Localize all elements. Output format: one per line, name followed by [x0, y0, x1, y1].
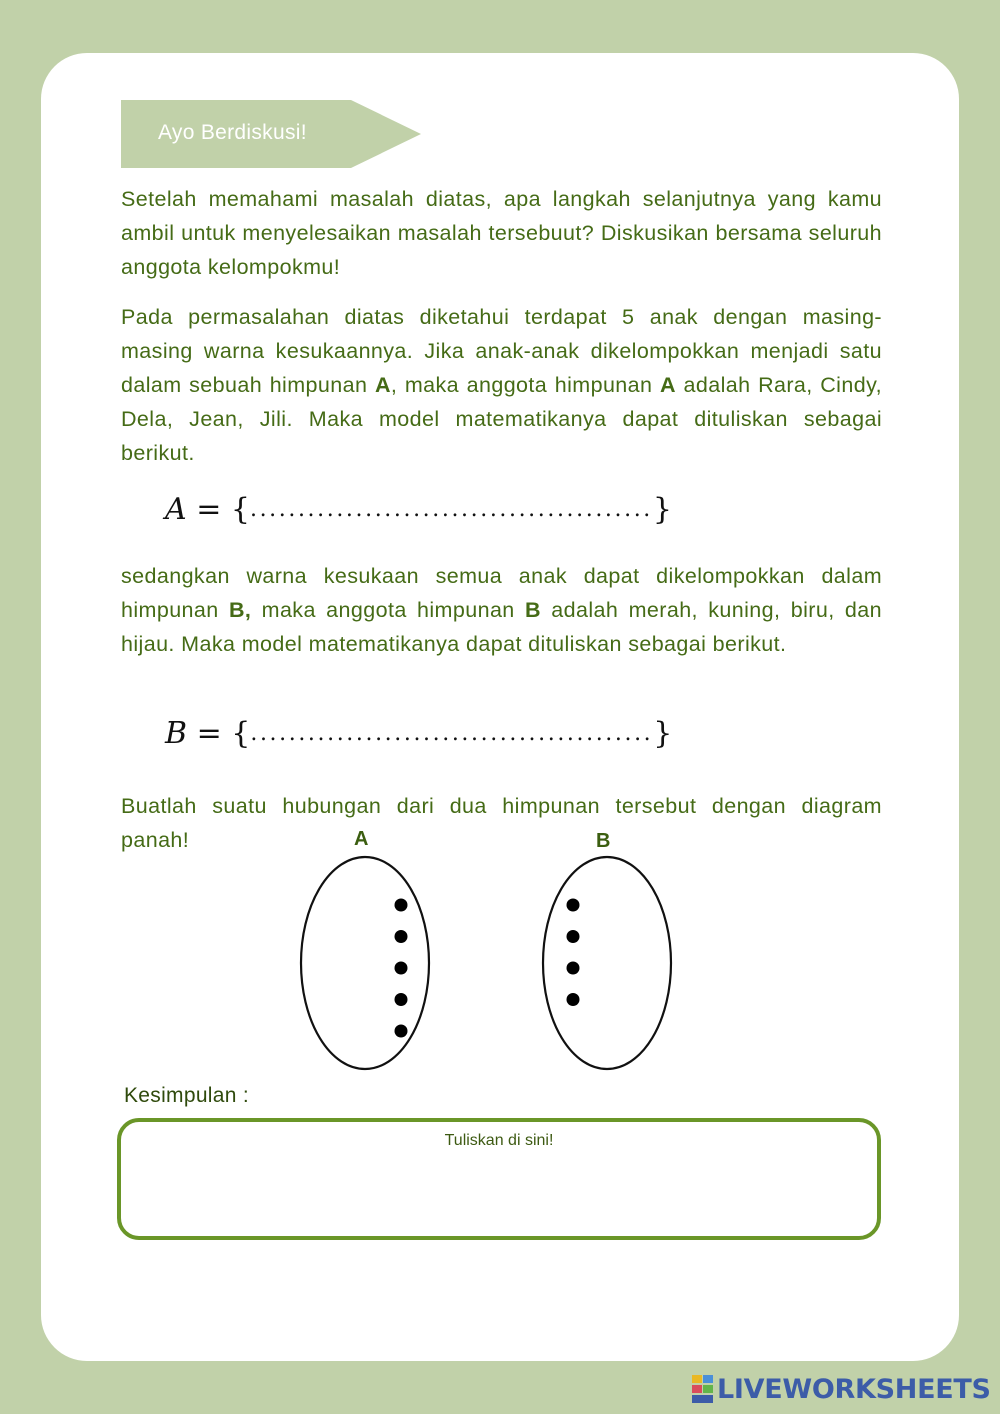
set-a-ellipse: [301, 857, 429, 1069]
liveworksheets-logo: [692, 1372, 991, 1406]
p2-set-a-ref: A: [374, 373, 391, 397]
p3-set-b-ref: B,: [228, 598, 252, 622]
set-a-paragraph: [121, 300, 882, 470]
set-a-open-brace: {: [230, 492, 250, 527]
diagram-label-a: A: [354, 828, 369, 850]
intro-paragraph: Setelah memahami masalah diatas, apa langkah selanjutnya yang kamu ambil untuk menyelesaikan masalah tersebuut? Diskusikan bersama seluruh anggota kelompokmu!: [121, 187, 882, 279]
set-b-point-2[interactable]: [567, 930, 580, 943]
set-a-answer-blank[interactable]: ..........................................: [249, 497, 653, 522]
set-b-answer-blank[interactable]: ..........................................: [250, 721, 654, 746]
set-a-point-3[interactable]: [395, 962, 408, 975]
set-a-point-4[interactable]: [395, 993, 408, 1006]
conclusion-label: Kesimpulan :: [124, 1084, 249, 1107]
conclusion-answer-box[interactable]: [117, 1118, 881, 1240]
instruction-paragraph: Buatlah suatu hubungan dari dua himpunan tersebut dengan diagram panah!: [121, 794, 882, 852]
set-b-equals: =: [187, 716, 232, 751]
p2-set-a-ref-2: A: [659, 373, 676, 397]
set-b-equation: [165, 716, 855, 756]
p2-text-3: adalah Rara, Cindy, Dela, Jean, Jili. Maka model matematikanya dapat dituliskan sebagai berikut.: [121, 373, 883, 465]
banner-label: Ayo Berdiskusi!: [158, 121, 307, 144]
set-b-close-brace: }: [653, 716, 673, 751]
diagram-label-b: B: [596, 830, 611, 852]
set-b-variable: B: [165, 716, 188, 751]
set-b-point-3[interactable]: [567, 962, 580, 975]
set-b-point-4[interactable]: [567, 993, 580, 1006]
p2-text-1: Pada permasalahan diatas diketahui terdapat 5 anak dengan masing-masing warna kesukaannya. Jika anak-anak dikelompokkan menjadi satu dalam sebuah himpunan: [121, 305, 882, 397]
p3-text-3: adalah merah, kuning, biru, dan hijau. Maka model matematikanya dapat dituliskan sebagai berikut.: [121, 598, 882, 656]
set-a-equation: [165, 492, 855, 532]
set-a-points: [395, 899, 408, 1038]
liveworksheets-brand: LIVEWORKSHEETS: [717, 1373, 991, 1405]
set-a-point-5[interactable]: [395, 1025, 408, 1038]
section-banner: [121, 100, 421, 168]
p2-text-2: , maka anggota himpunan: [390, 373, 660, 397]
p3-set-b-ref-2: B: [525, 598, 541, 622]
set-b-points: [567, 899, 580, 1007]
set-b-point-1[interactable]: [567, 899, 580, 912]
set-a-point-1[interactable]: [395, 899, 408, 912]
set-a-variable: A: [165, 492, 187, 527]
set-a-close-brace: }: [652, 492, 672, 527]
set-b-paragraph: [121, 559, 882, 661]
set-a-equals: =: [186, 492, 231, 527]
arrow-diagram[interactable]: [290, 855, 690, 1080]
set-b-open-brace: {: [231, 716, 251, 751]
set-a-point-2[interactable]: [395, 930, 408, 943]
set-b-ellipse: [543, 857, 671, 1069]
conclusion-placeholder: Tuliskan di sini!: [444, 1132, 554, 1149]
liveworksheets-logo-icon: [692, 1375, 714, 1403]
p3-text-2: maka anggota himpunan: [251, 598, 526, 622]
p3-text-1: sedangkan warna kesukaan semua anak dapat dikelompokkan dalam himpunan: [121, 564, 882, 622]
